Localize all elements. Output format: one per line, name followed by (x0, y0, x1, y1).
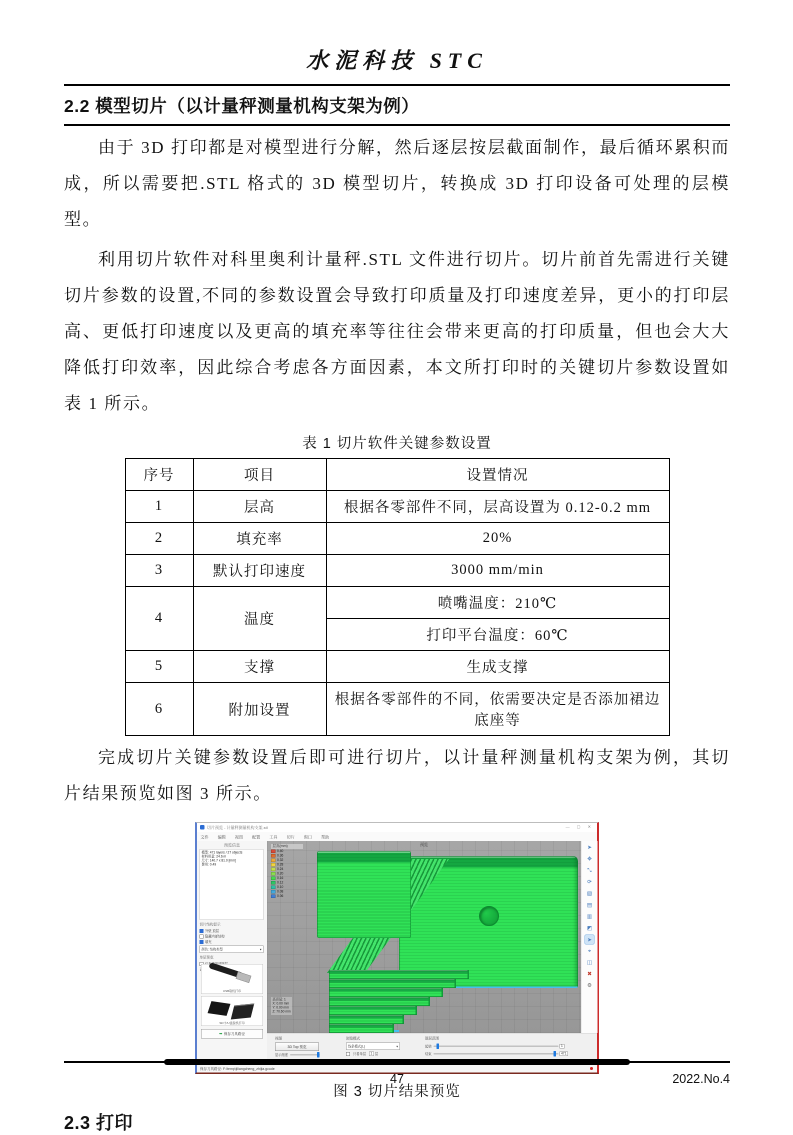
model-step (329, 1015, 404, 1024)
figure-3-slicer-screenshot (195, 822, 599, 1074)
window-title: 切片预览 - 计量秤测量机构支架.stl (207, 825, 268, 830)
single-layer-title: 单层预览 (199, 956, 214, 960)
end-layer-spinbox[interactable]: 471 (561, 1052, 567, 1056)
left-panel (197, 841, 268, 1064)
menu-item[interactable]: 文件 (200, 835, 209, 840)
cell-item: 附加设置 (193, 683, 326, 736)
paragraph-1: 由于 3D 打印都是对模型进行分解，然后逐层按层截面制作，最后循环累积而成，所以需要把.STL 格式的 3D 模型切片，转换成 3D 打印设备可处理的层模型。 (64, 138, 730, 229)
legend-item: 0.40 (271, 849, 303, 854)
stat-line: 费用: 0.49 (201, 863, 217, 867)
select-tool-icon[interactable]: ➤ (587, 844, 592, 851)
legend-item: 0.06 (271, 894, 303, 899)
right-toolbar (581, 841, 598, 1033)
model-step (329, 979, 456, 988)
panel-title: 预览信息 (224, 843, 240, 848)
cell-no: 3 (125, 555, 193, 587)
legend-color-swatch (271, 859, 276, 863)
sd-card-photo (208, 1001, 231, 1016)
start-layer-slider[interactable] (434, 1046, 559, 1048)
table-row (125, 523, 669, 555)
cell-setting: 根据各零部件的不同，依需要决定是否添加裙边底座等 (326, 683, 669, 736)
end-slider-label: 结束 (425, 1052, 432, 1056)
view-cube-iso-icon[interactable]: ◩ (586, 925, 593, 931)
page-number: 47 (390, 1072, 404, 1086)
legend-item: 0.20 (271, 872, 303, 877)
legend-color-swatch (271, 868, 276, 872)
app-icon (200, 825, 205, 830)
cell-item: 支撑 (193, 651, 326, 683)
stat-line: 尺寸: 140.7 x 81.0 [mm] (201, 859, 236, 863)
checkbox-icon[interactable] (200, 929, 204, 933)
legend-item: 0.08 (271, 890, 303, 895)
checkbox-icon[interactable] (200, 940, 204, 944)
legend-color-swatch (271, 881, 276, 885)
cell-no: 1 (125, 491, 193, 523)
single-layer-checkbox[interactable] (346, 1052, 350, 1056)
view-cube-top-icon[interactable]: ▤ (586, 902, 593, 908)
parameters-table (125, 458, 670, 736)
rotate-tool-icon[interactable]: ⟳ (587, 879, 592, 885)
legend-item: 0.16 (271, 876, 303, 881)
legend-item: 0.36 (271, 854, 303, 859)
page-footer (64, 1061, 730, 1088)
browse-group-label: 浏览模式 (346, 1037, 360, 1041)
start-layer-spinbox[interactable]: 1 (561, 1044, 563, 1048)
cell-setting: 打印平台温度：60℃ (326, 619, 669, 651)
preview-tab: 预览 (420, 842, 428, 847)
cell-item: 温度 (193, 587, 326, 651)
legend-color-swatch (271, 895, 276, 899)
section-heading-2-2: 2.2 模型切片（以计量秤测量机构支架为例） (64, 86, 730, 126)
table-row (125, 683, 669, 736)
th-setting: 设置情况 (326, 459, 669, 491)
model-steps (329, 970, 474, 1033)
footer-rule (64, 1061, 730, 1063)
legend-color-swatch (271, 863, 276, 867)
view-cube-left-icon[interactable]: ▥ (586, 913, 593, 920)
table-header-row (125, 459, 669, 491)
th-no: 序号 (125, 459, 193, 491)
legend-color-swatch (271, 890, 276, 894)
scale-tool-icon[interactable]: ⤡ (587, 867, 592, 874)
preview-viewport[interactable] (267, 841, 581, 1033)
menu-item[interactable]: 切片 (286, 835, 295, 840)
cell-no: 5 (125, 651, 193, 683)
display-option[interactable]: 填充 (200, 939, 264, 945)
move-tool-icon[interactable]: ✥ (587, 856, 592, 862)
table-row (125, 651, 669, 683)
legend-item: 0.10 (271, 885, 303, 890)
legend-color-swatch (271, 877, 276, 881)
bottom-control-bar: 视图 3D Top 预览 显示细度 浏览模式 线条模式(L) ▾ 只看单层 1 层 图层范围 起始 1 结束 471 (267, 1033, 597, 1064)
legend-item: 0.12 (271, 881, 303, 886)
model-step (329, 1006, 417, 1015)
journal-title: 水泥科技 STC (306, 48, 488, 73)
legend-title: 层高(mm) (271, 844, 303, 849)
measure-tool-icon[interactable]: ⌖ (587, 948, 592, 954)
view-cube-front-icon[interactable]: ▧ (586, 890, 593, 897)
cell-item: 默认打印速度 (193, 555, 326, 587)
cell-item: 填充率 (193, 523, 326, 555)
usb-drive-photo (231, 1003, 254, 1019)
minimize-button[interactable]: — (565, 824, 573, 829)
card-caption: SD卡/U盘脱机打印 (219, 1022, 245, 1025)
layer-range-group-label: 图层范围 (425, 1037, 439, 1041)
layer-count-spinbox[interactable]: 1 (370, 1052, 373, 1056)
detail-slider[interactable] (290, 1054, 320, 1056)
color-scheme-dropdown[interactable]: 颜色: 结构类型 ▾ (200, 946, 264, 954)
maximize-button[interactable]: ▢ (576, 824, 584, 829)
paragraph-3: 完成切片关键参数设置后即可进行切片，以计量秤测量机构支架为例，其切片结果预览如图 3 所示。 (64, 748, 730, 803)
issue-label: 2022.No.4 (672, 1072, 730, 1086)
legend-color-swatch (271, 854, 276, 858)
close-button[interactable]: ✕ (587, 824, 594, 829)
end-layer-slider[interactable] (434, 1053, 559, 1055)
model-hole (479, 906, 499, 926)
table-caption: 表 1 切片软件关键参数设置 (302, 436, 492, 452)
menu-item[interactable]: 编辑 (217, 835, 226, 840)
menu-item[interactable]: 帮助 (321, 835, 330, 840)
slicer-app-window (197, 823, 597, 1072)
chevron-down-icon: ▾ (259, 947, 262, 952)
usb-print-card[interactable] (201, 964, 263, 994)
view-mode-button[interactable]: 3D Top 预览 (275, 1043, 319, 1052)
stat-line: 材料用量: 24.6 m (201, 855, 227, 859)
layer-height-legend (271, 844, 303, 899)
save-toolpath-button[interactable]: ➥ 保存刀具路径 (201, 1029, 263, 1039)
cell-setting: 喷嘴温度：210℃ (326, 587, 669, 619)
start-slider-label: 起始 (425, 1045, 432, 1049)
menu-item[interactable]: 视图 (234, 835, 243, 840)
paragraph-2: 利用切片软件对科里奥利计量秤.STL 文件进行切片。切片前首先需进行关键切片参数的设置,不同的参数设置会导致打印质量及打印速度差异，更小的打印层高、更低打印速度以及更高的填充率等往往会带来更高的打印质量，但也会大大降低打印效率，因此综合考虑各方面因素，本文所打印时的关键切片参数设置如表 1 所示。 (64, 250, 730, 413)
display-option[interactable]: 外壁 顶层 (200, 928, 264, 934)
th-item: 项目 (193, 459, 326, 491)
section-view-icon[interactable]: ◫ (586, 959, 593, 966)
chevron-down-icon: ▾ (396, 1044, 398, 1049)
legend-color-swatch (271, 872, 276, 876)
cell-no: 2 (125, 523, 193, 555)
pick-layer-tool-icon[interactable]: ➤ (585, 935, 595, 945)
settings-gear-icon[interactable]: ⚙ (587, 982, 592, 989)
model-step (329, 1024, 394, 1033)
delete-model-icon[interactable]: ✖ (587, 971, 592, 977)
section-heading-2-3: 2.3 打印 (64, 1113, 134, 1133)
model-stats-box (200, 849, 264, 920)
position-overlay: 高亮层: 1 X: 0.00 mm Y: 0.00 mm Z: 70.60 mm (272, 998, 291, 1014)
menu-item[interactable]: 配置 (252, 835, 261, 840)
save-arrow-icon: ➥ (219, 1031, 223, 1036)
cell-no: 6 (125, 683, 193, 736)
detail-slider-label: 显示细度 (275, 1053, 288, 1057)
status-text: 保存刀具路径: F:\temp\jiliangcheng_zhijia.gcode (200, 1067, 275, 1071)
sdcard-print-card[interactable] (201, 996, 263, 1026)
usb-plug-photo (236, 972, 252, 983)
cell-setting: 根据各零部件不同，层高设置为 0.12-0.2 mm (326, 491, 669, 523)
legend-color-swatch (271, 886, 276, 890)
checkbox-icon[interactable] (200, 934, 204, 938)
table-row (125, 491, 669, 523)
view-group-label: 视图 (275, 1037, 282, 1041)
cell-setting: 生成支撑 (326, 651, 669, 683)
model-tower (317, 851, 411, 938)
legend-color-swatch (271, 850, 276, 854)
figure-caption: 图 3 切片结果预览 (333, 1084, 461, 1100)
cell-no: 4 (125, 587, 193, 651)
table-row (125, 555, 669, 587)
line-mode-dropdown[interactable]: 线条模式(L) ▾ (346, 1043, 400, 1051)
table-row (125, 587, 669, 619)
menu-item[interactable]: 工具 (269, 835, 278, 840)
stat-line: 模型: 471 layers / 27 objects (201, 851, 243, 855)
display-options-title: 切片结构显示 (199, 923, 221, 927)
legend-item: 0.32 (271, 858, 303, 863)
menu-item[interactable]: 窗口 (303, 835, 312, 840)
model-step (329, 997, 430, 1006)
cell-setting: 3000 mm/min (326, 555, 669, 587)
cell-setting: 20% (326, 523, 669, 555)
legend-item: 0.24 (271, 867, 303, 872)
model-step (329, 970, 469, 979)
model-step (329, 988, 443, 997)
cell-item: 层高 (193, 491, 326, 523)
card-caption: USB联机打印 (222, 990, 242, 993)
legend-item: 0.28 (271, 863, 303, 868)
display-option[interactable]: 隐藏内部结构 (200, 934, 264, 940)
